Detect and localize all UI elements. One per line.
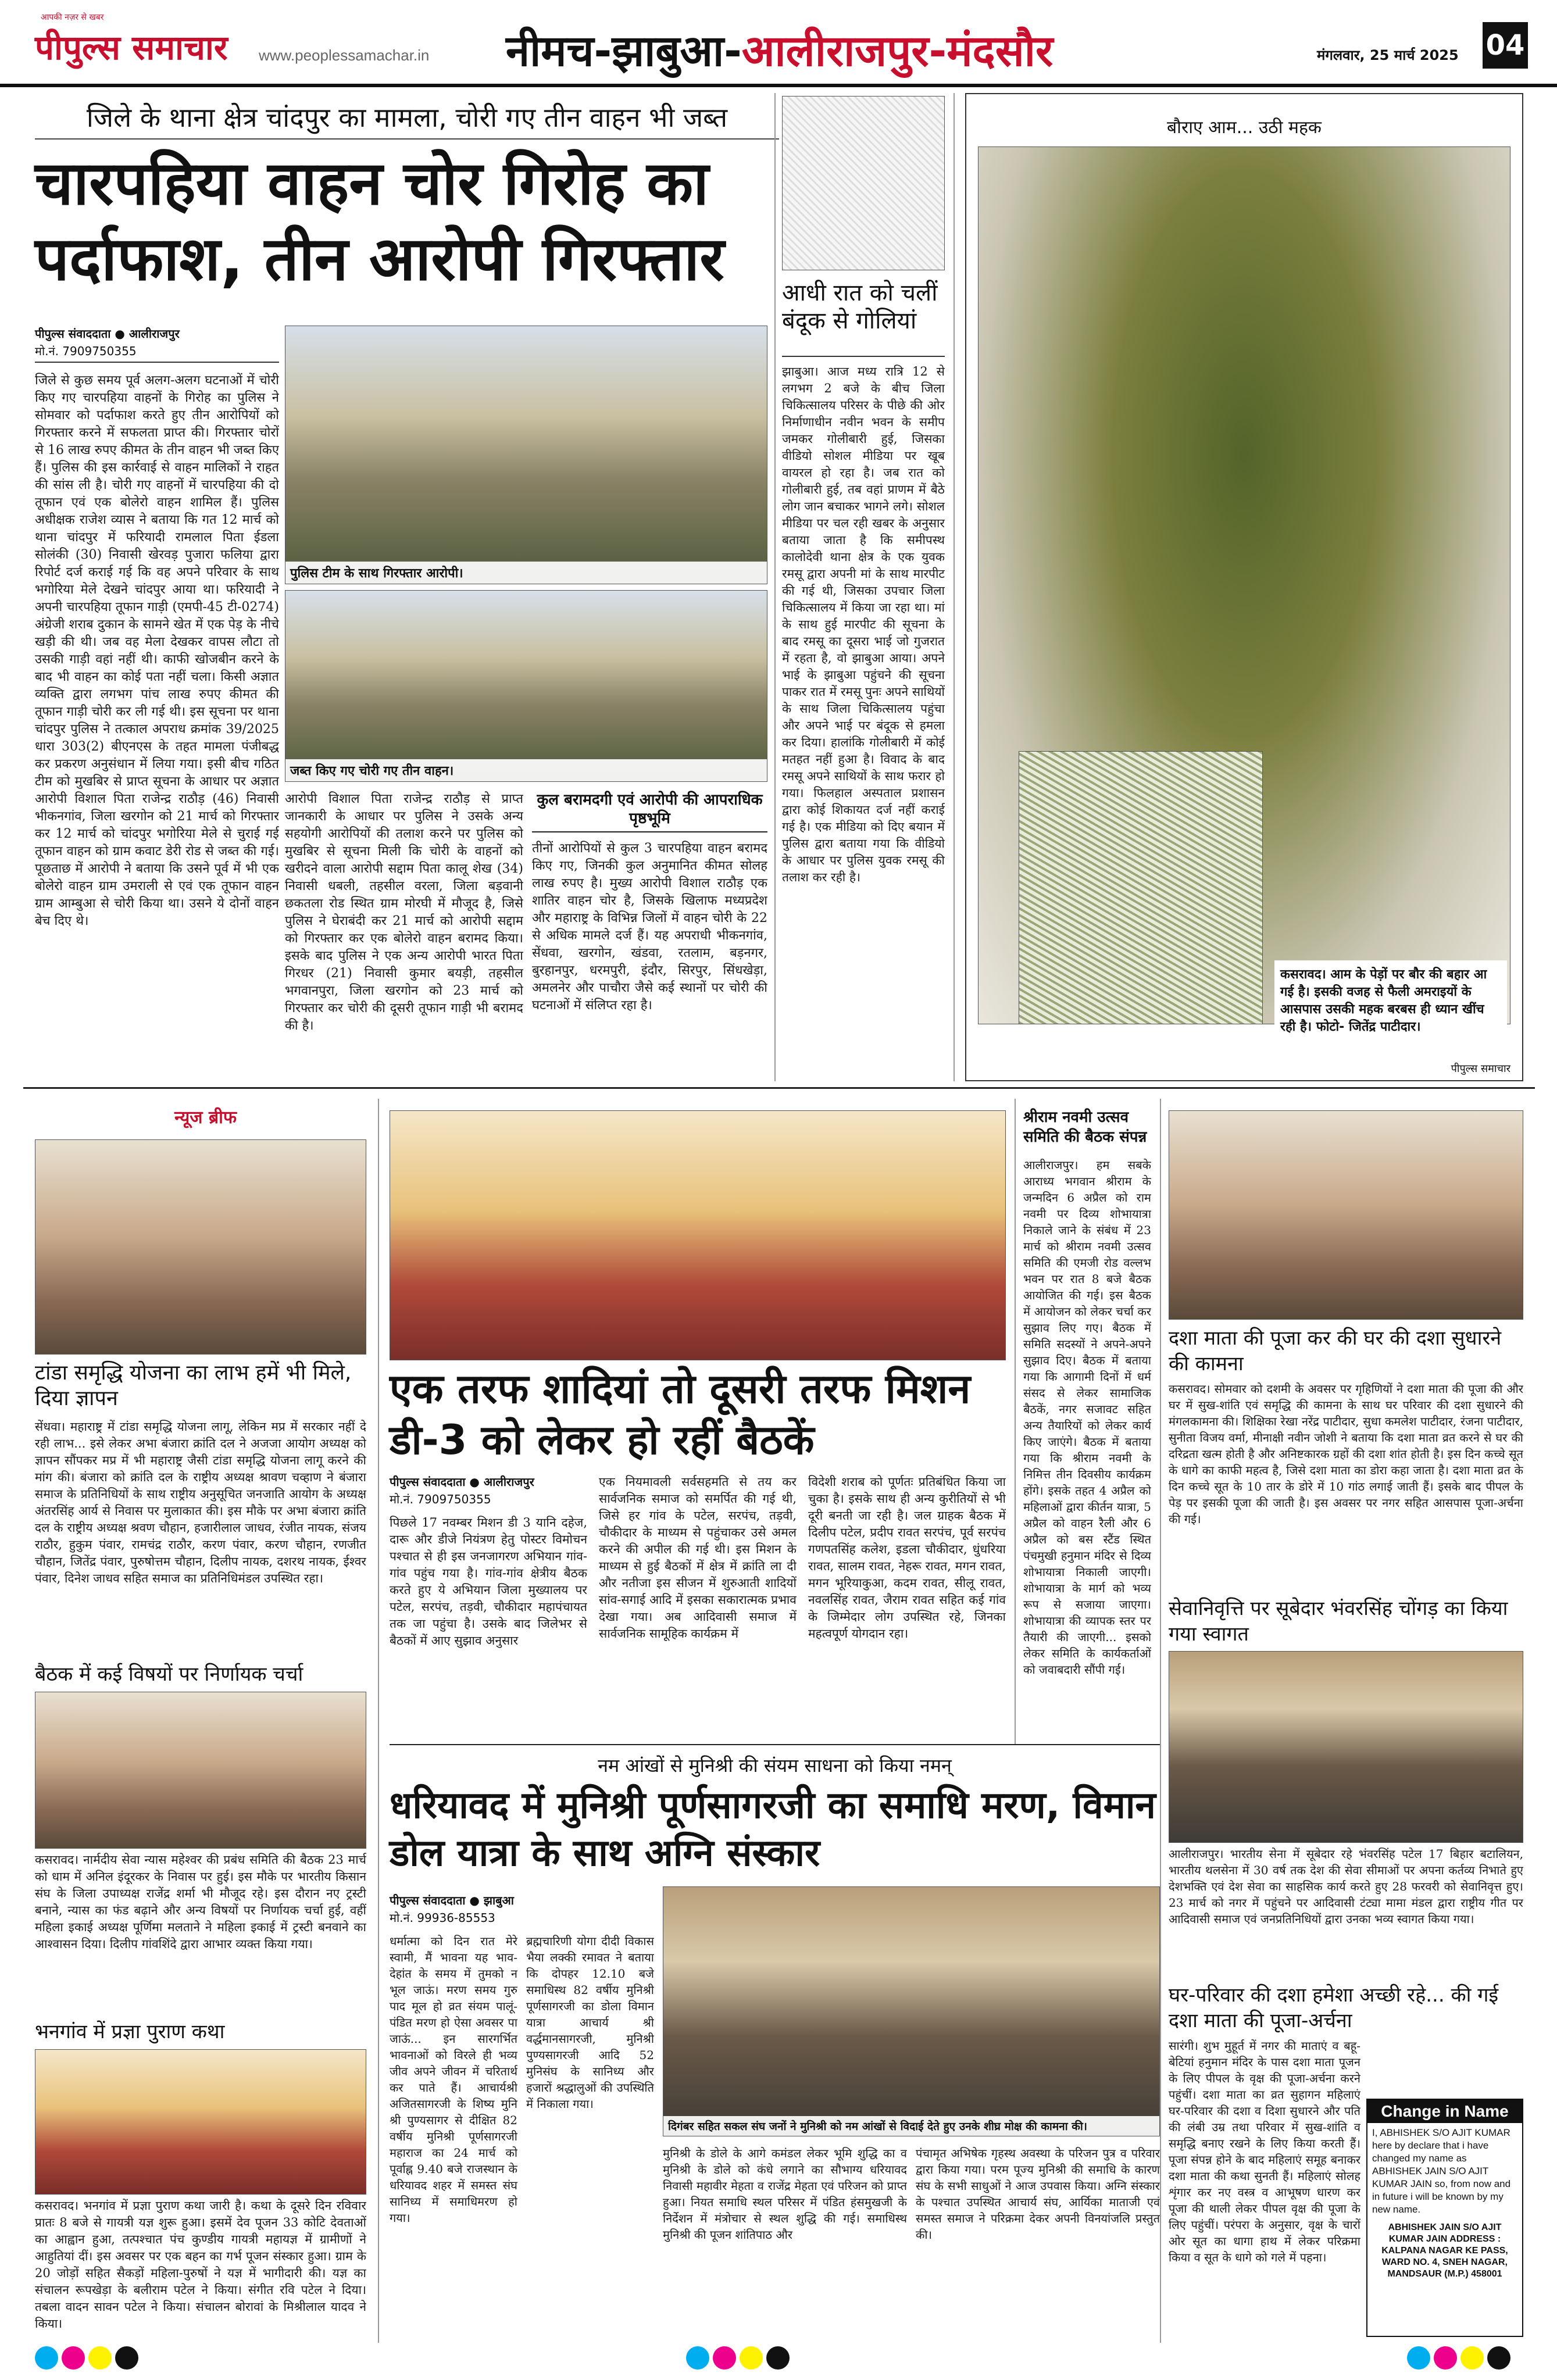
brief3-body: कसरावद। भनगांव में प्रज्ञा पुराण कथा जारी है। कथा के दूसरे दिन रविवार प्रातः 8 बजे से गायत्री यज्ञ शुरू हुआ। इसमें देव पूजन 33 कोटि देवताओं का आह्वान हुआ, तत्पश्चात पंच कुण्डीय गायत्री महायज्ञ में ग्रामीणों ने आहुतियां दीं। इस अवसर पर एक बहन का गर्भ पूजन संस्कार हुआ। ग्राम के 20 जोड़ों सहित सैकड़ों महिला-पुरुषों ने यज्ञ में भागीदारी की। यज्ञ का संचालन रूपखेड़ा के बलीराम पटेल ने किया। संगीत रवि पटेल ने दिया। तबला वादन सावन पटेल ने किया। संचालन बोरावां के मिश्रीलाल यादव ने किया।	[35, 2199, 366, 2331]
brief1-photo	[35, 1139, 366, 1355]
ramnavami-headline: श्रीराम नवमी उत्सव समिति की बैठक संपन्न	[1023, 1109, 1147, 1146]
registration-dot-cyan	[686, 2346, 709, 2370]
muni-procession-photo	[663, 1886, 1160, 2136]
lead-photo-vehicles	[285, 590, 767, 782]
mango-headline: बौराए आम... उठी महक	[1167, 117, 1322, 138]
muni-col1: धर्मात्मा को दिन रात मेरे स्वामी, मैं भावना यह भाव-देहांत के समय में तुमको न भूल जाऊं। मरण समय गुरु पाद मूल हो व्रत संयम पालूं- पंडित मरण हो ऐसा अवसर पा जाऊं... इन सारगर्भित भावनाओं को विरले ही भव्य जीव अपने जीवन में चरितार्थ कर पाते हैं। आचार्यश्री अजितसागरजी के शिष्य मुनि श्री पुण्यसागर से दीक्षित 82 वर्षीय मुनिश्री पूर्णसागरजी महाराज का 24 मार्च को पूर्वाह्न 9.40 बजे राजस्थान के धरियावद शहर में समस्त संघ सानिध्य में समाधिमरण हो गया।	[390, 1934, 517, 2225]
lead-photo2-caption: जब्त किए गए चोरी गए तीन वाहन।	[285, 759, 767, 781]
brief2-photo	[35, 1692, 366, 1849]
lead-col3: तीनों आरोपियों से कुल 3 चारपहिया वाहन बरामद किए गए, जिनकी कुल अनुमानित कीमत सोलह लाख रुपए है। मुख्य आरोपी विशाल राठौड़ एक शातिर वाहन चोर है, जिसके खिलाफ मध्यप्रदेश और महाराष्ट्र के विभिन्न जिलों में वाहन चोरी के 22 से अधिक मामले दर्ज हैं। यह अपराधी भीकनगांव, सेंधवा, खरगोन, खंडवा, रतलाम, बड़नगर, बुरहानपुर, धरमपुरी, इंदौर, सिरपुर, सिंधखेड़ा, अमलनेर और पाचौरा जैसे कई स्थानों पर चोरी की घटनाओं में संलिप्त रहा है।	[532, 841, 767, 1013]
subedar-body: आलीराजपुर। भारतीय सेना में सूबेदार रहे भंवरसिंह पटेल 17 बिहार बटालियन, भारतीय थलसेना में 30 वर्ष तक देश की सेवा सीमाओं पर अपना कर्तव्य निभाते हुए देशभक्ति एवं देश सेवा का साहसिक कार्य करते हुए 28 फरवरी को सेवानिवृत्त हुए। 23 मार्च को नगर में पहुंचने पर आदिवासी टंट्या मामा मंडल द्वारा राष्ट्रीय गीत पर आदिवासी समाज एवं जनप्रतिनिधियों द्वारा उनका भव्य स्वागत किया गया।	[1169, 1847, 1523, 1926]
mission-col2: एक नियमावली सर्वसहमति से तय कर सार्वजनिक समाज को समर्पित की गई थी, जिसे हर गांव के पटेल, सरपंच, तड़वी, चौकीदार के माध्यम से पहुंचाकर उसे अमल करने की अपील की गई थी। इस मिशन के माध्यम से हुई बैठकों में क्षेत्र में क्रांति ला दी और नतीजा इस सीजन में शुरुआती शादियों सांव-सगाई आदि में इसका सकारात्मक प्रभाव देखा गया। अब आदिवासी समाज में सार्वजनिक सामूहिक कार्यक्रम में	[599, 1475, 797, 1641]
gharparivar-headline: घर-परिवार की दशा हमेशा अच्छी रहे... की गई दशा माता की पूजा-अर्चना	[1169, 1984, 1499, 2032]
brief3-headline: भनगांव में प्रज्ञा पुराण कथा	[35, 2020, 225, 2043]
lead-col2: आरोपी विशाल पिता राजेन्द्र राठौड़ से प्राप्त जानकारी के आधार पर पुलिस ने उसके अन्य सहयोगी आरोपियों की तलाश करने पर पुलिस को मुखबिर से सूचना मिली कि चोरी के वाहनों को खरीदने वाला आरोपी सद्दाम पिता कालू शेख (34) निवासी धबली, तहसील वरला, जिला बड़वानी छकतला रोड स्थित ग्राम मोरघी में मौजूद है, जिसे पुलिस ने घेराबंदी कर 21 मार्च को आरोपी सद्दाम को गिरफ्तार कर एक बोलेरो वाहन बरामद किया। इसके बाद पुलिस ने एक अन्य आरोपी भारत पिता गिरधर (21) निवासी कुमार बयड़ी, तहसील भगवानपुरा, जिला खरगोन को 23 मार्च को गिरफ्तार कर चोरी की दूसरी तूफान गाड़ी भी बरामद की है।	[285, 792, 523, 1033]
lead-headline: चारपहिया वाहन चोर गिरोह का पर्दाफाश, तीन आरोपी गिरफ्तार	[35, 148, 724, 294]
change-name-signature: ABHISHEK JAIN S/O AJIT KUMAR JAIN ADDRESS : KALPANA NAGAR KE PASS, WARD NO. 4, SNEH NAGAR, MANDSAUR (M.P.) 458001	[1381, 2222, 1508, 2279]
brief1-headline: टांडा समृद्धि योजना का लाभ हमें भी मिले, दिया ज्ञापन	[35, 1361, 352, 1410]
change-name-body: I, ABHISHEK S/O AJIT KUMAR here by declare that i have changed my name as ABHISHEK JAIN S/O AJIT KUMAR JAIN so, from now and in future i will be known by my new name.	[1372, 2127, 1511, 2215]
firing-headline: आधी रात को चलीं बंदूक से गोलियां	[782, 280, 938, 334]
mission-byline: पीपुल्स संवाददाता ● आलीराजपुर	[390, 1475, 534, 1489]
lead-photo-arrest	[285, 326, 767, 584]
subedar-photo	[1169, 1651, 1523, 1843]
registration-dots-right	[1407, 2346, 1510, 2370]
ramnavami-body: आलीराजपुर। हम सबके आराध्य भगवान श्रीराम के जन्मदिन 6 अप्रैल को राम नवमी पर दिव्य शोभायात्रा निकाले जाने के संबंध में 23 मार्च को श्रीराम नवमी उत्सव समिति की एमजी रोड वल्लभ भवन पर रात 8 बजे बैठक आयोजित की गई। इस बैठक में आयोजन को लेकर चर्चा कर सुझाव लिए गए। बैठक में समिति सदस्यों ने अपने-अपने सुझाव दिए। बैठक में बताया गया कि आगामी दिनों में धर्म संसद से लेकर सामाजिक बैठकें, नगर सजावट सहित अन्य तैयारियों को लेकर कार्य किए जाएंगे। बैठक में बताया गया कि श्रीराम नवमी के निमित्त तीन दिवसीय कार्यक्रम होंगे। इसके तहत 4 अप्रैल को महिलाओं द्वारा कीर्तन यात्रा, 5 अप्रैल को वाहन रैली और 6 अप्रैल को बस स्टैंड स्थित पंचमुखी हनुमान मंदिर से दिव्य शोभायात्रा निकाली जाएगी। शोभायात्रा के मार्ग को भव्य रूप से सजाया जाएगा। शोभायात्रा की व्यापक स्तर पर तैयारी की जाएगी... इसको लेकर समिति के कार्यकर्ताओं को जवाबदारी सौंपी गई।	[1023, 1158, 1151, 1677]
subedar-headline: सेवानिवृत्ति पर सूबेदार भंवरसिंह चोंगड़ का किया गया स्वागत	[1169, 1597, 1508, 1646]
mission-col3: विदेशी शराब को पूर्णतः प्रतिबंधित किया जा चुका है। इसके साथ ही अन्य कुरीतियों से भी दूरी बनती जा रही है। जल ग्राहक बैठक में दिलीप पटेल, प्रदीप रावत सरपंच, पूर्व सरपंच गणपतसिंह कलेश, इडला चौकीदार, धुंधरिया रावत, सालम रावत, नेहरू रावत, मगन रावत, मगन भूरियाकुआ, कदम रावत, सीलू रावत, नवलसिंह रावत, जैराम रावत सहित कई गांव के जिम्मेदार लोग उपस्थित रहे, जिनका महत्वपूर्ण योगदान रहा।	[808, 1475, 1006, 1641]
mission-col1: पिछले 17 नवम्बर मिशन डी 3 यानि दहेज, दारू और डीजे नियंत्रण हेतु पोस्टर विमोचन पश्चात से ही इस जनजागरण अभियान गांव-गांव पहुंच गया है। गांव-गांव क्षेत्रीय बैठक करते हुए ये अभियान जिला मुख्यालय पर पटेल, सरपंच, तड़वी, चौकीदार महापंचायत तक जा पहुंचा है। उसके बाद जिलेभर से बैठकों में आए सुझाव अनुसार	[390, 1516, 587, 1648]
brief2-body: कसरावद। नार्मदीय सेवा न्यास महेश्वर की प्रबंध समिति की बैठक 23 मार्च को धाम में अनिल इंदूरकर के निवास पर हुई। इस मौके पर भारतीय किसान संघ के जिला उपाध्यक्ष राजेंद्र शर्मा भी मौजूद रहे। इस दौरान नए ट्रस्टी बनाने, न्यास का फंड बढ़ाने और अन्य विषयों पर निर्णायक चर्चा हुई, वहीं महिला इकाई अध्यक्ष पूर्णिमा मलताने ने महिला इकाई में ट्रस्टी बनवाने का आश्वासन दिया। दिलीप गांवशिंदे द्वारा आभार व्यक्त किया गया।	[35, 1853, 366, 1951]
muni-mobile: मो.नं. 99936-85553	[390, 1911, 495, 1925]
registration-dot-black	[115, 2346, 138, 2370]
brief2-headline: बैठक में कई विषयों पर निर्णायक चर्चा	[35, 1663, 303, 1686]
registration-dot-black	[766, 2346, 790, 2370]
registration-dot-yellow	[88, 2346, 112, 2370]
issue-date: मंगलवार, 25 मार्च 2025	[1317, 47, 1459, 63]
page-number: 04	[1483, 22, 1528, 69]
registration-dot-yellow	[1460, 2346, 1484, 2370]
region-title-part1: नीमच-झाबुआ-	[506, 26, 742, 76]
brief3-photo	[35, 2049, 366, 2195]
firing-body: झाबुआ। आज मध्य रात्रि 12 से लगभग 2 बजे के बीच जिला चिकित्सालय परिसर के पीछे की ओर निर्माणाधीन नवीन भवन के समीप जमकर गोलीबारी हुई, जिसका वीडियो सोशल मीडिया पर खूब वायरल हो रहा है। जब रात को गोलीबारी हुई, तब वहां प्राणम में बैठे लोग जान बचाकर भागने लगे। सोशल मीडिया पर चल रही खबर के अनुसार बताया जाता है कि समीपस्थ कालोदेवी थाना क्षेत्र के एक युवक रमसू द्वारा अपनी मां के साथ मारपीट की गई थी, जिसका उपचार जिला चिकित्सालय में किया जा रहा था। मां के साथ हुई मारपीट की सूचना के बाद रमसू का दूसरा भाई जो गुजरात में रहता है, वो झाबुआ आया। अपने भाई के झाबुआ पहुंचने की सूचना पाकर रात में रमसू पुनः अपने साथियों के साथ जिला चिकित्सालय पहुंचा और अपने भाई पर बंदूक से हमला कर दिया। हालांकि गोलीबारी में कोई मतहत नहीं हुआ है। विवाद के बाद रमसू अपने साथियों के साथ फरार हो गया। फिलहाल अस्पताल प्रशासन द्वारा कोई शिकायत दर्ज नहीं कराई गई है। एक मीडिया को दिए बयान में पुलिस द्वारा बताया गया कि वीडियो के आधार पर पुलिस युवक रमसू की तलाश कर रही है।	[782, 364, 945, 884]
lead-subhead: कुल बरामदगी एवं आरोपी की आपराधिक पृष्ठभूमि	[532, 791, 767, 832]
brief1-body: सेंधवा। महाराष्ट्र में टांडा समृद्धि योजना लागू, लेकिन मप्र में सरकार नहीं दे रही लाभ... इसे लेकर अभा बंजारा क्रांति दल ने अजजा आयोग अध्यक्ष को ज्ञापन सौंपकर मप्र में भी महाराष्ट्र जैसी टांडा समृद्धि योजना लागू करने की मांग की। बंजारा को क्रांति दल के राष्ट्रीय अध्यक्ष श्रावण चव्हाण ने बंजारा समाज के प्रतिनिधियों के साथ राष्ट्रीय अनुसूचित जनजाति आयोग के अध्यक्ष अंतरसिंह आर्य से निवास पर मुलाकात की। इस मौके पर अभा बंजारा क्रांति दल के राष्ट्रीय अध्यक्ष श्रवण चौहान, हजारीलाल जाधव, रंजीत नायक, संजय राठौर, हुकुम पंवार, रामचंद्र राठौर, करण पंवार, करण चौहान, रणजीत चौहान, जितेंद्र पंवार, पुरुषोत्तम चौहान, दिलीप नायक, दशरथ नायक, ईश्वर पंवार, दिनेश जाधव सहित समाज का प्रतिनिधिमंडल उपस्थित रहा।	[35, 1420, 366, 1585]
region-title	[506, 20, 1053, 78]
muni-headline: धरियावद में मुनिश्री पूर्णसागरजी का समाधि मरण, विमान डोल यात्रा के साथ अग्नि संस्कार	[390, 1784, 1156, 1875]
lead-mobile: मो.नं. 7909750355	[35, 344, 137, 358]
website-link[interactable]: www.peoplessamachar.in	[259, 47, 430, 64]
gharparivar-body: सारंगी। शुभ मुहूर्त में नगर की माताएं व बहू-बेटियां हनुमान मंदिर के पास दशा माता पूजन के लिए पीपल के वृक्ष की पूजा-अर्चना करने पहुंचीं। दशा माता का व्रत सुहागन महिलाएं घर-परिवार की दशा व दिशा सुधारने और पति की लंबी उम्र तथा परिवार में सुख-शांति व समृद्धि बनाए रखने के लिए किया करती हैं। पूजा संपन्न होने के बाद महिलाएं समूह बनाकर दशा माता की कथा सुनती हैं। महिलाएं सोलह शृंगार कर नए वस्त्र व आभूषण धारण कर पूजा की थाली लेकर पीपल वृक्ष की पूजा के लिए पहुंचीं। परंपरा के अनुसार, वृक्ष के चारों ओर सूत का धागा हाथ में लेकर परिक्रमा किया व सूत के धागे को गले में पहना।	[1169, 2039, 1360, 2264]
mango-box	[965, 93, 1523, 1081]
lead-photo1-caption: पुलिस टीम के साथ गिरफ्तार आरोपी।	[285, 562, 767, 584]
registration-dots-center	[686, 2346, 790, 2370]
registration-dot-cyan	[35, 2346, 58, 2370]
mango-credit: फोटो- जितेंद्र पाटीदार।	[1316, 1020, 1421, 1034]
masthead	[0, 0, 1557, 87]
lead-col1: जिले से कुछ समय पूर्व अलग-अलग घटनाओं में चोरी किए गए चारपहिया वाहनों के गिरोह का पुलिस ने सोमवार को पर्दाफाश करते हुए तीन आरोपियों को गिरफ्तार करने में सफलता प्राप्त की। गिरफ्तार चोरों से 16 लाख रुपए कीमत के तीन वाहन भी जब्त किए हैं। पुलिस की इस कार्रवाई से वाहन मालिकों ने राहत की सांस ली है। चोरी गए वाहनों में चारपहिया की दो तूफान एवं एक बोलेरो वाहन शामिल हैं। पुलिस अधीक्षक राजेश व्यास ने बताया कि गत 12 मार्च को थाना चांदपुर में फरियादी रामलाल पिता ईडला सोलंकी (30) निवासी खेरवड़ पुजारा फलिया द्वारा रिपोर्ट दर्ज कराई गई कि वह अपने परिवार के साथ भगोरिया मेले देखने चांदपुर आया था। फरियादी ने अपनी चारपहिया तूफान गाड़ी (एमपी-45 टी-0274) अंग्रेजी शराब दुकान के सामने खेत में एक पेड़ के नीचे खड़ी की थी। जब वह मेला देखकर वापस लौटा तो उसकी गाड़ी वहां नहीं थी। काफी खोजबीन करने के बाद भी वाहन का कोई पता नहीं चला। किसी अज्ञात व्यक्ति द्वारा लगभग पांच लाख रुपए कीमत की तूफान गाड़ी चोरी कर ली गई थी। इस सूचना पर थाना चांदपुर पुलिस ने तत्काल अपराध क्रमांक 39/2025 धारा 303(2) बीएनएस के तहत मामला पंजीबद्ध कर प्रकरण अनुसंधान में लिया गया। इसी बीच गठित टीम को मुखबिर से प्राप्त सूचना के आधार पर अज्ञात आरोपी विशाल पिता राजेन्द्र राठौड़ (46) निवासी भीकनगांव, जिला खरगोन को 21 मार्च को गिरफ्तार कर 12 मार्च को चांदपुर भगोरिया मेले से चुराई गई तूफान वाहन को ग्राम कवाट डेरी रोड से जब्त की गई। पूछताछ में आरोपी ने बताया कि उसने पूर्व में भी एक बोलेरो वाहन ग्राम उमराली से एवं एक तूफान वाहन ग्राम आम्बुआ से चोरी किया था। उसने ये दोनों वाहन बेच दिए थे।	[35, 373, 279, 928]
dashamata-headline: दशा माता की पूजा कर की घर की दशा सुधारने की कामना	[1169, 1327, 1502, 1375]
change-name-box	[1366, 2099, 1523, 2337]
mission-photo	[390, 1110, 1006, 1360]
firing-illustration	[782, 96, 945, 270]
brand-logo: पीपुल्स समाचार	[35, 28, 228, 67]
mango-caption: कसरावद। आम के पेड़ों पर बौर की बहार आ गई है। इसकी वजह से फैली अमराइयों के आसपास उसकी महक बरबस ही ध्यान खींच रही है।	[1280, 967, 1487, 1034]
mission-headline: एक तरफ शादियां तो दूसरी तरफ मिशन डी-3 को लेकर हो रहीं बैठकें	[390, 1365, 971, 1464]
mango-blossom-photo	[1019, 751, 1263, 1024]
registration-dot-yellow	[740, 2346, 763, 2370]
registration-dots-left	[35, 2346, 138, 2370]
muni-byline: पीपुल्स संवाददाता ● झाबुआ	[390, 1893, 514, 1907]
muni-col4: पंचामृत अभिषेक गृहस्थ अवस्था के परिजन पुत्र व परिवार द्वारा किया गया। परम पूज्य मुनिश्री की समाधि के कारण संघ के सभी साधुओं ने आज उपवास किया। अग्नि संस्कार के पश्चात उपस्थित आचार्य संघ, आर्यिका माताजी एवं समस्त समाज ने परिक्रमा देकर अपनी विनयांजलि प्रस्तुत की।	[916, 2146, 1160, 2242]
brand-tagline: आपकी नज़र से खबर	[41, 13, 104, 22]
lead-kicker: जिले के थाना क्षेत्र चांदपुर का मामला, चोरी गए तीन वाहन भी जब्त	[86, 102, 728, 133]
registration-dot-black	[1487, 2346, 1510, 2370]
region-title-part2: आलीराजपुर-मंदसौर	[741, 26, 1054, 76]
lead-byline: पीपुल्स संवाददाता ● आलीराजपुर	[35, 327, 180, 341]
mango-caption-box	[1274, 960, 1507, 1042]
news-brief-label: न्यूज ब्रीफ	[174, 1107, 237, 1128]
change-name-title: Change in Name	[1367, 2100, 1522, 2123]
registration-dot-magenta	[713, 2346, 736, 2370]
dashamata-body: कसरावद। सोमवार को दशमी के अवसर पर गृहिणियों ने दशा माता की पूजा की और घर में सुख-शांति एवं समृद्धि की कामना के साथ घर परिवार की दशा सुधारने की मंगलकामना की। शिक्षिका रेखा नरेंद्र पाटीदार, सुधा कमलेश पाटीदार, रंजना पाटीदार, सुनीता विजय वर्मा, मीनाक्षी नवीन जोशी ने बताया कि दशा माता व्रत करने से घर की दरिद्रता खत्म होती है और अनिष्टकारक ग्रहों की दशा शांत होती है। इस दिन कच्चे सूत के धागे का काफी महत्व है, जिसे दशा माता का डोरा कहा जाता है। दशा माता व्रत के दिन कच्चे सूत के 10 तार के डोरे में 10 गांठ लगाई जाती हैं। इसके बाद पीपल के पेड़ पर इसकी पूजा की जाती है। इस अवसर पर नगर सहित आसपास पूजा-अर्चना की गई।	[1169, 1382, 1523, 1526]
muni-col3: मुनिश्री के डोले के आगे कमंडल लेकर भूमि शुद्धि का व मुनिश्री के डोले को कंधे लगाने का सौभाग्य धरियावद निवासी महावीर मेहता व राजेंद्र मेहता एवं परिजन को प्राप्त हुआ। नियत समाधि स्थल परिसर में पंडित हंसमुखजी के निर्देशन में मंत्रोचार से स्थल शुद्धि की गई। समाधिस्थ मुनिश्री की पूजन शांतिपाठ और	[663, 2146, 907, 2242]
mission-mobile: मो.नं. 7909750355	[390, 1492, 491, 1506]
mango-source: पीपुल्स समाचार	[1451, 1063, 1510, 1075]
registration-dot-magenta	[62, 2346, 85, 2370]
dashamata-photo	[1169, 1110, 1523, 1320]
muni-col2: ब्रह्मचारिणी योगा दीदी विकास भैया लक्की रमावत ने बताया कि दोपहर 12.10 बजे समाधिस्थ 82 वर्षीय मुनिश्री पूर्णसागरजी का डोला विमान यात्रा आचार्य श्री वर्द्धमानसागरजी, मुनिश्री पुण्यसागरजी आदि 52 मुनिसंघ के सानिध्य और हजारों श्रद्धालुओं की उपस्थिति में निकाला गया।	[526, 1934, 654, 2111]
registration-dot-cyan	[1407, 2346, 1430, 2370]
registration-dot-magenta	[1434, 2346, 1457, 2370]
muni-photo-caption: दिगंबर सहित सकल संघ जनों ने मुनिश्री को नम आंखों से विदाई देते हुए उनके शीघ्र मोक्ष की कामना की।	[663, 2116, 1159, 2136]
muni-kicker: नम आंखों से मुनिश्री की संयम साधना को किया नमन्	[598, 1754, 952, 1777]
